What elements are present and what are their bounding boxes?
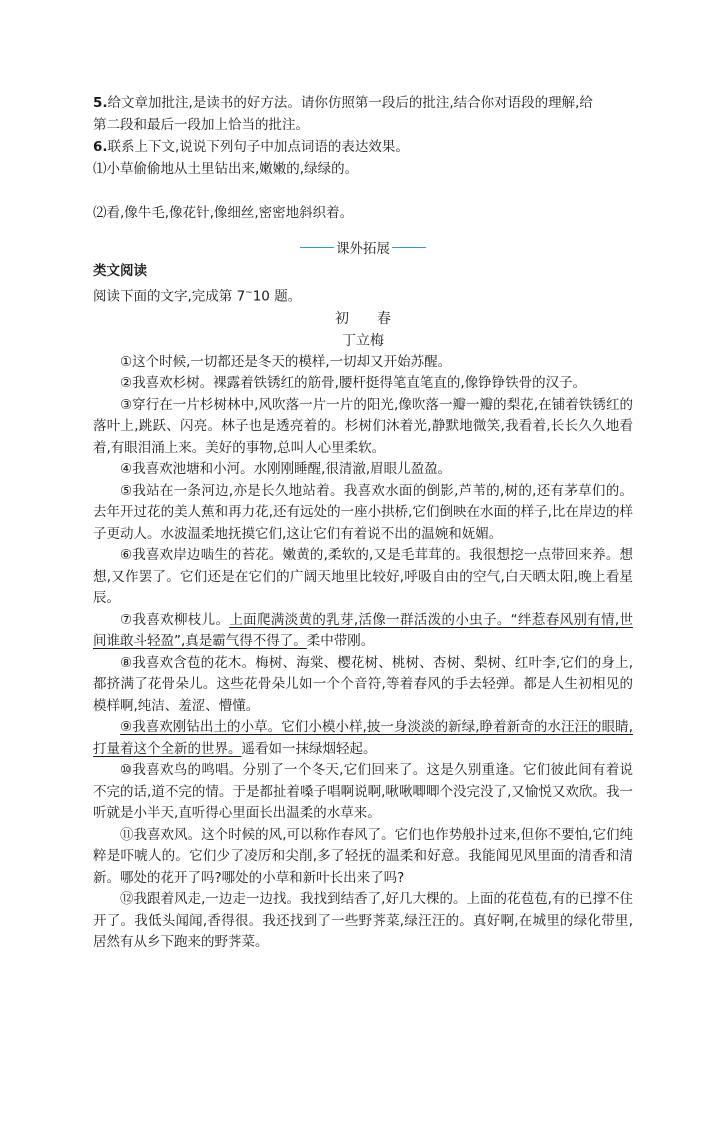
question-5-line-1 <box>93 92 633 114</box>
divider-line-left <box>300 247 334 248</box>
article-author: 丁立梅 <box>342 332 384 349</box>
section-divider <box>93 236 633 258</box>
article-title <box>93 308 633 330</box>
paragraph-6: ⑥我喜欢岸边啮生的苔花。嫩黄的,柔软的,又是毛茸茸的。我很想挖一点带回来养。想想,又作罢了。它们还是在它们的广阔天地里比较好,呼吸自由的空气,白天晒太阳,晚上看星辰。 <box>93 547 633 606</box>
paragraph-7 <box>93 610 633 653</box>
question-6-number: 6. <box>93 139 108 155</box>
question-5-line-2: 第二段和最后一段加上恰当的批注。 <box>93 117 309 133</box>
section-category: 类文阅读 <box>93 263 147 279</box>
answer-space <box>93 180 633 202</box>
paragraph-5: ⑤我站在一条河边,亦是长久地站着。我喜欢水面的倒影,芦苇的,树的,还有茅草们的。去年开过花的美人蕉和再力花,还有远处的一座小拱桥,它们倒映在水面的样子,比在岸边的样子更动人。水波温柔地抚摸它们,这让它们有着说不出的温婉和妩媚。 <box>93 482 633 542</box>
paragraph-9 <box>93 717 633 760</box>
paragraph-7-underlined: 上面爬满淡黄的乳芽,活像一群活泼的小虫子。“绊惹春风别有情,世间谁敢斗轻盈”,真是霸气得不得了。 <box>93 611 634 649</box>
paragraph-9-tail: 遥看如一抹绿烟轻起。 <box>241 740 377 757</box>
paragraph-4: ④我喜欢池塘和小河。水刚刚睡醒,很清澈,眉眼儿盈盈。 <box>120 461 452 477</box>
article-title-char-2: 春 <box>377 310 391 327</box>
paragraph-8: ⑧我喜欢含苞的花木。梅树、海棠、樱花树、桃树、杏树、梨树、红叶李,它们的身上,都挤满了花骨朵儿。这些花骨朵儿如一个个音符,等着春风的手去轻弹。都是人生初相见的模样啊,纯洁、羞涩、懵懂。 <box>93 654 633 714</box>
paragraph-11: ⑪我喜欢风。这个时候的风,可以称作春风了。它们也作势般扑过来,但你不要怕,它们纯粹是吓唬人的。它们少了凌厉和尖削,多了轻抚的温柔和好意。我能闻见风里面的清香和清新。哪处的花开了吗?哪处的小草和新叶长出来了吗? <box>93 826 633 886</box>
paragraph-7-tail: 柔中带刚。 <box>306 633 375 649</box>
paragraph-3: ③穿行在一片杉树林中,风吹落一片一片的阳光,像吹落一瓣一瓣的梨花,在铺着铁锈红的落叶上,跳跃、闪亮。林子也是透亮着的。杉树们沐着光,静默地微笑,我看着,长长久久地看着,有眼泪涌上来。美好的事物,总叫人心里柔软。 <box>93 396 633 456</box>
instruction-range-mark: ~ <box>245 288 253 298</box>
paragraph-2: ②我喜欢杉树。裸露着铁锈红的筋骨,腰杆挺得笔直笔直的,像铮铮铁骨的汉子。 <box>120 375 587 391</box>
question-6-item-2: ⑵看,像牛毛,像花针,像细丝,密密地斜织着。 <box>93 205 354 221</box>
reading-instruction <box>93 282 633 308</box>
question-5-text: 给文章加批注,是读书的好方法。请你仿照第一段后的批注,结合你对语段的理解,给 <box>107 95 593 111</box>
question-6 <box>93 136 633 158</box>
question-6-item-1: ⑴小草偷偷地从土里钻出来,嫩嫩的,绿绿的。 <box>93 161 359 177</box>
paragraph-12: ⑫我跟着风走,一边走一边找。我找到结香了,好几大棵的。上面的花苞苞,有的已撑不住开了。我低头闻闻,香得很。我还找到了一些野荠菜,绿汪汪的。真好啊,在城里的绿化带里,居然有从乡下跑来的野荠菜。 <box>93 891 633 950</box>
question-6-text: 联系上下文,说说下列句子中加点词语的表达效果。 <box>107 139 409 155</box>
paragraph-9-underlined: ⑨我喜欢刚钻出土的小草。它们小模小样,披一身淡淡的新绿,睁着新奇的水汪汪的眼睛,打量着这个全新的世界。 <box>93 719 633 757</box>
instruction-text-a: 阅读下面的文字,完成第 7 <box>93 288 246 305</box>
paragraph-1: ①这个时候,一切都还是冬天的模样,一切却又开始苏醒。 <box>120 353 452 370</box>
article-title-char-1: 初 <box>335 310 349 327</box>
divider-line-right <box>392 247 426 248</box>
worksheet-page <box>93 92 633 954</box>
paragraph-10: ⑩我喜欢鸟的鸣唱。分别了一个冬天,它们回来了。这是久别重逢。它们彼此间有着说不完的话,道不完的情。于是都扯着嗓子唱啊说啊,啾啾唧唧个没完没了,又愉悦又欢欣。我一听就是小半天,直听得心里面长出温柔的水草来。 <box>93 762 633 821</box>
paragraph-7-lead: ⑦我喜欢柳枝儿。 <box>120 611 230 628</box>
section-title: 课外拓展 <box>336 241 390 257</box>
instruction-text-b: 10 题。 <box>252 288 302 305</box>
question-5-number: 5. <box>93 95 108 111</box>
